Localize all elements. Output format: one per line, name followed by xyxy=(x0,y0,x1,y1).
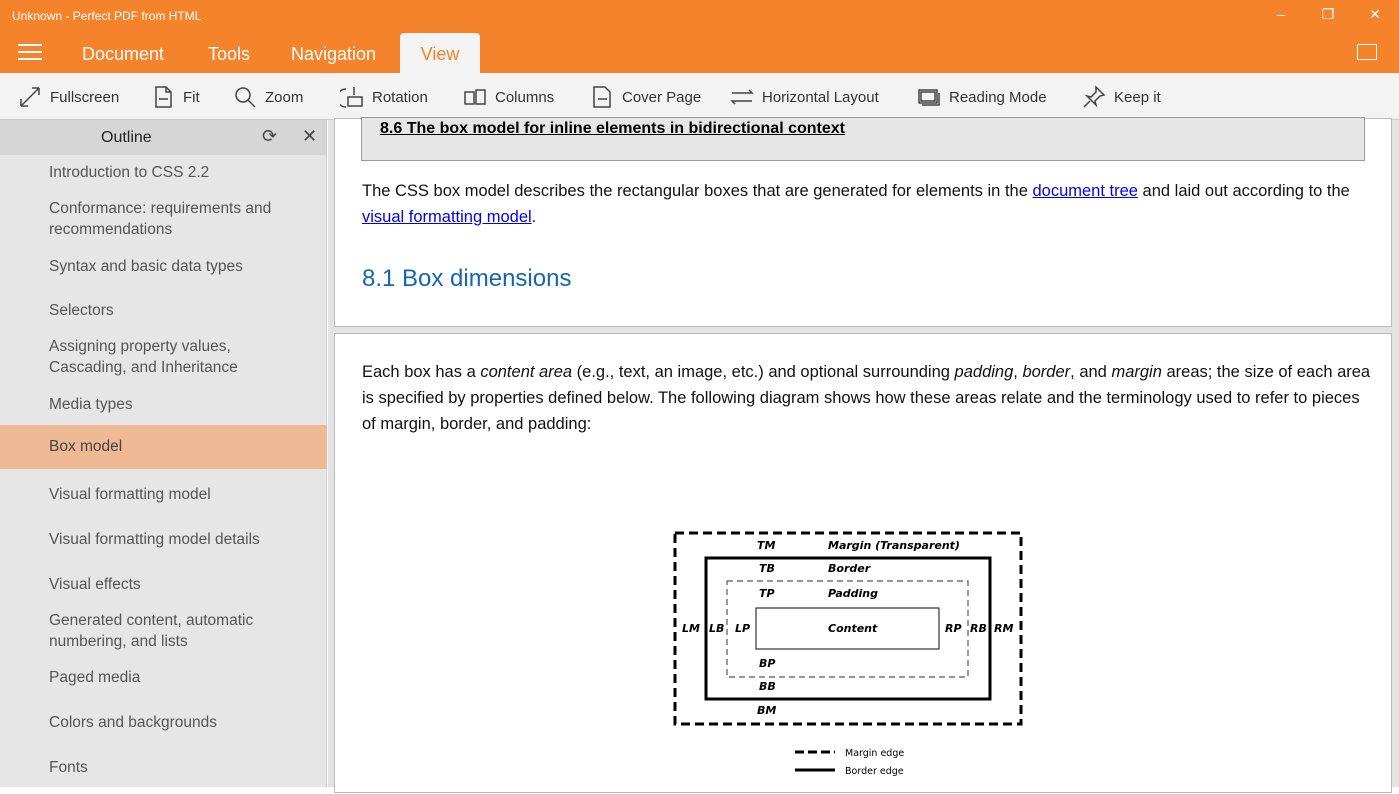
cover-page-icon xyxy=(590,85,614,109)
refresh-icon[interactable]: ⟳ xyxy=(262,126,278,146)
reading-mode-button[interactable] xyxy=(917,85,1047,109)
document-view[interactable] xyxy=(328,120,1399,787)
fullscreen-label: Fullscreen xyxy=(50,88,120,106)
zoom-label: Zoom xyxy=(265,88,304,106)
page xyxy=(334,333,1392,793)
reading-mode-icon xyxy=(917,85,941,109)
label: TP xyxy=(759,587,775,600)
outline-sidebar xyxy=(0,120,327,787)
hamburger-menu-icon[interactable] xyxy=(18,44,42,65)
fit-icon xyxy=(151,85,175,109)
restore-icon[interactable]: ❐ xyxy=(1321,6,1335,22)
text: border xyxy=(1022,363,1071,381)
text: content area xyxy=(480,363,573,381)
label: LP xyxy=(735,622,751,635)
text: areas; the size of each area is specified by properties defined below. The following diagram shows how these areas relate and the terminology used to refer to pieces of margin, border, and padding: xyxy=(362,363,1371,433)
fit-label: Fit xyxy=(183,88,200,106)
label: RB xyxy=(970,622,987,635)
legend-label: Margin edge xyxy=(845,748,905,759)
text: and laid out according to the xyxy=(1137,182,1350,200)
paragraph xyxy=(362,178,1372,230)
section-heading: 8.1 Box dimensions xyxy=(362,265,572,292)
title-bar xyxy=(0,0,1399,73)
outline-item[interactable]: Assigning property values, Cascading, and Inheritance xyxy=(49,338,238,376)
columns-button[interactable] xyxy=(463,85,554,109)
label: Margin (Transparent) xyxy=(828,539,960,552)
fit-button[interactable] xyxy=(151,85,200,109)
horizontal-layout-label: Horizontal Layout xyxy=(762,88,879,106)
text: The CSS box model describes the rectangular boxes that are generated for elements in the xyxy=(362,182,1033,200)
minimize-icon[interactable]: – xyxy=(1277,6,1285,22)
text: padding xyxy=(954,363,1014,381)
rotation-button[interactable] xyxy=(340,85,428,109)
fullscreen-icon xyxy=(18,85,42,109)
outline-item[interactable]: Visual effects xyxy=(49,576,141,593)
tab-view[interactable]: View xyxy=(400,33,480,73)
close-outline-icon[interactable]: ✕ xyxy=(302,126,318,146)
box-model-diagram xyxy=(665,524,1035,794)
label: TM xyxy=(757,539,776,552)
tab-document[interactable]: Document xyxy=(82,44,165,64)
outline-item[interactable]: Visual formatting model details xyxy=(49,531,260,548)
document-tree-link[interactable]: document tree xyxy=(1032,182,1138,200)
label: Border xyxy=(828,562,871,575)
text: Each box has a xyxy=(362,363,481,381)
app-title: Unknown - Perfect PDF from HTML xyxy=(12,9,202,23)
keep-it-label: Keep it xyxy=(1114,88,1161,106)
text: . xyxy=(531,208,537,226)
zoom-button[interactable] xyxy=(233,85,303,109)
label: BP xyxy=(759,657,776,670)
outline-item[interactable]: Visual formatting model xyxy=(49,486,211,503)
fullscreen-button[interactable] xyxy=(18,85,119,109)
outline-item[interactable]: Paged media xyxy=(49,669,141,686)
outline-item[interactable]: Conformance: requirements and recommendations xyxy=(49,200,272,238)
outline-item[interactable]: Syntax and basic data types xyxy=(49,258,243,275)
horizontal-layout-icon xyxy=(730,85,754,109)
keep-it-button[interactable] xyxy=(1082,85,1161,109)
paragraph xyxy=(362,359,1372,437)
columns-label: Columns xyxy=(495,88,555,106)
visual-formatting-model-link[interactable]: visual formatting model xyxy=(362,208,532,226)
text: , xyxy=(1013,363,1023,381)
label: Padding xyxy=(828,587,879,600)
horizontal-layout-button[interactable] xyxy=(730,85,879,109)
outline-item[interactable]: Media types xyxy=(49,396,133,413)
label: BM xyxy=(757,704,777,717)
cover-page-label: Cover Page xyxy=(622,88,702,106)
label: BB xyxy=(759,680,776,693)
outline-title: Outline xyxy=(101,129,152,146)
tab-tools[interactable]: Tools xyxy=(208,44,251,64)
text: (e.g., text, an image, etc.) and optional surrounding xyxy=(572,363,955,381)
outline-item[interactable]: Selectors xyxy=(49,302,114,319)
columns-icon xyxy=(463,85,487,109)
outline-item[interactable]: Generated content, automatic numbering, and lists xyxy=(49,612,254,650)
outline-item-selected[interactable]: Box model xyxy=(0,425,327,469)
cover-page-button[interactable] xyxy=(590,85,701,109)
label: TB xyxy=(759,562,775,575)
rotation-icon xyxy=(340,85,364,109)
label: LM xyxy=(682,622,700,635)
close-window-icon[interactable]: ✕ xyxy=(1369,6,1381,22)
toc-link[interactable]: 8.6 The box model for inline elements in bidirectional context xyxy=(380,120,845,137)
tab-navigation[interactable]: Navigation xyxy=(291,44,377,64)
label: LB xyxy=(709,622,725,635)
outline-item[interactable]: Colors and backgrounds xyxy=(49,714,218,731)
outline-header xyxy=(0,120,326,155)
text: margin xyxy=(1111,363,1162,381)
toolbar xyxy=(0,73,1399,120)
label: Content xyxy=(828,622,878,635)
page xyxy=(334,118,1392,327)
pin-icon xyxy=(1082,85,1106,109)
pane-toggle-icon[interactable] xyxy=(1357,44,1377,60)
label: RP xyxy=(945,622,962,635)
text: , and xyxy=(1070,363,1112,381)
toc-heading-box xyxy=(361,117,1365,161)
reading-mode-label: Reading Mode xyxy=(949,88,1047,106)
legend-label: Border edge xyxy=(845,766,904,777)
outline-item[interactable]: Introduction to CSS 2.2 xyxy=(49,164,210,181)
outline-item[interactable]: Fonts xyxy=(49,759,88,776)
rotation-label: Rotation xyxy=(372,88,428,106)
label: RM xyxy=(994,622,1014,635)
zoom-icon xyxy=(233,85,257,109)
